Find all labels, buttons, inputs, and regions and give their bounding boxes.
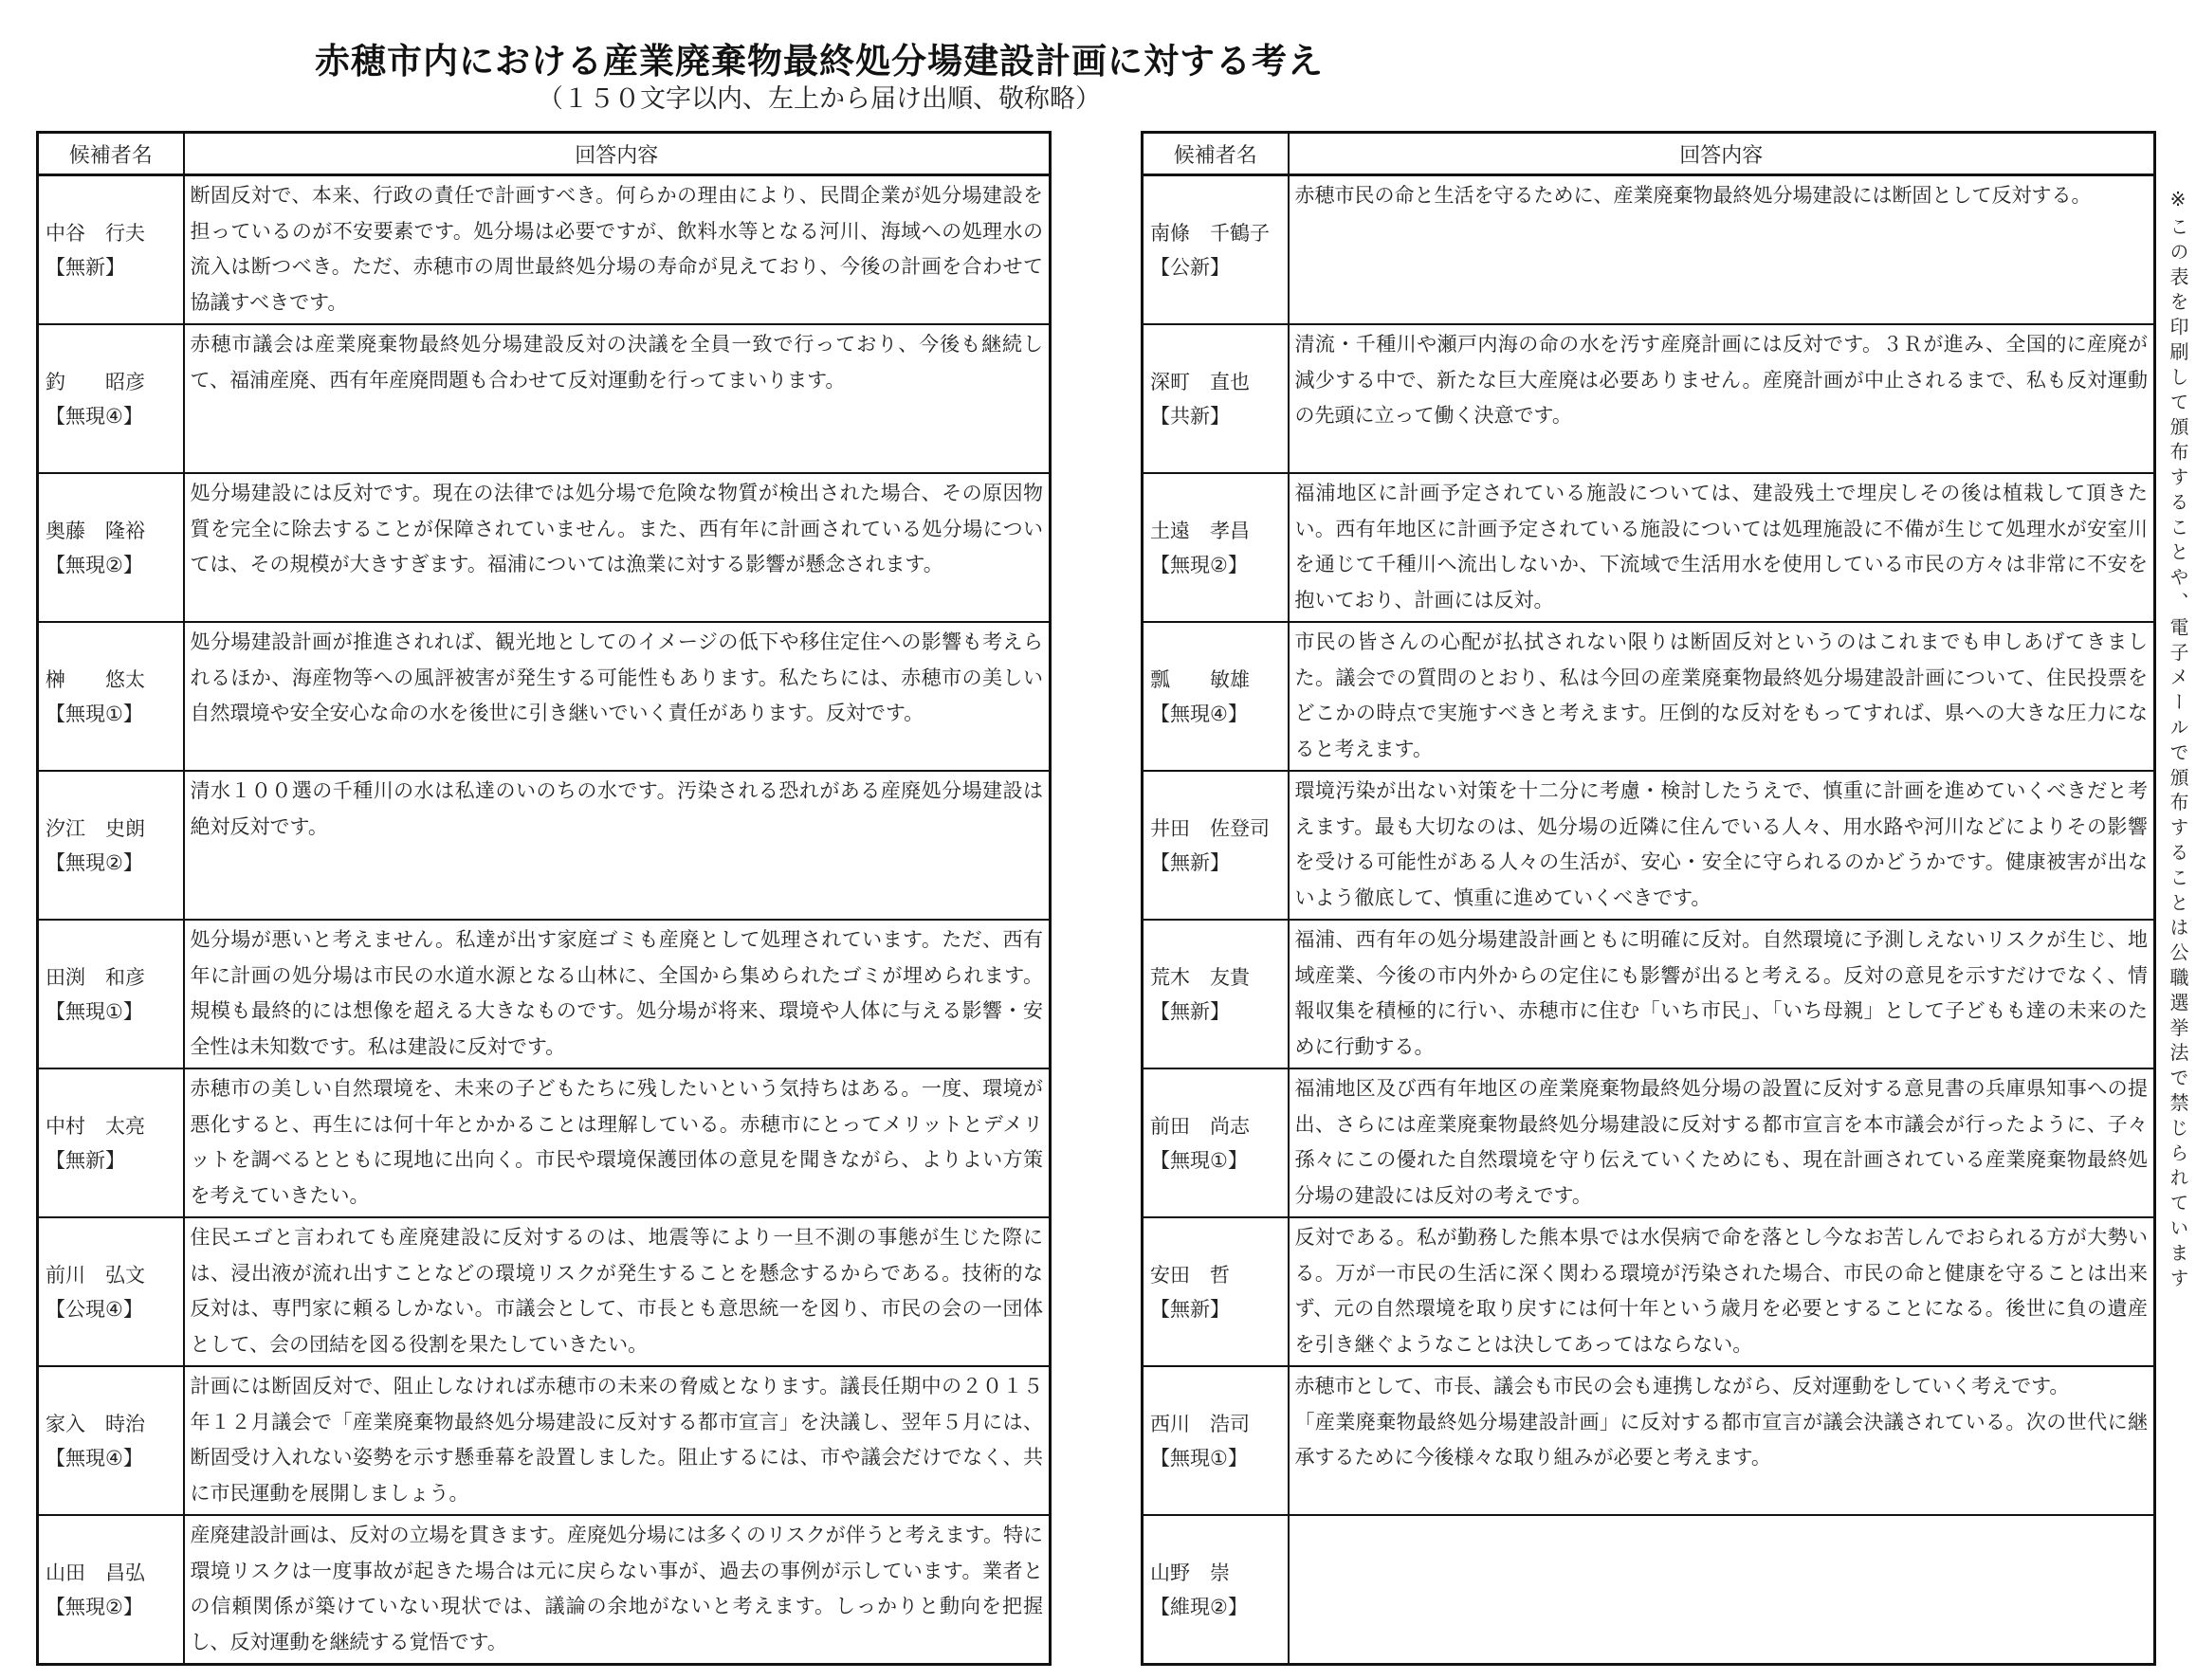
answer-text: 処分場建設には反対です。現在の法律では処分場で危険な物質が検出された場合、その原因物質を完全に除去することが保障されていません。また、西有年に計画されている処分場については、その規模が大きすぎます。福浦については漁業に対する影響が懸念されます。 xyxy=(184,473,1051,622)
candidate-name: 山野 崇 xyxy=(1150,1561,1230,1584)
candidate-party: 【無現②】 xyxy=(46,553,143,576)
table-row xyxy=(1143,771,2155,920)
candidate-name: 汐江 史朗 xyxy=(46,816,145,840)
table-row xyxy=(38,1366,1051,1515)
answer-text: 赤穂市議会は産業廃棄物最終処分場建設反対の決議を全員一致で行っており、今後も継続して、福浦産廃、西有年産廃問題も合わせて反対運動を行ってまいります。 xyxy=(184,324,1051,473)
answer-text: 断固反対で、本来、行政の責任で計画すべき。何らかの理由により、民間企業が処分場建設を担っているのが不安要素です。処分場は必要ですが、飲料水等となる河川、海域への処理水の流入は断つべき。ただ、赤穂市の周世最終処分場の寿命が見えており、今後の計画を合わせて協議すべきです。 xyxy=(184,175,1051,325)
candidate-cell xyxy=(38,324,184,473)
answer-text: 赤穂市として、市長、議会も市民の会も連携しながら、反対運動をしていく考えです。 「産業廃棄物最終処分場建設計画」に反対する都市宣言が議会決議されている。次の世代に継承するために今後様々な取り組みが必要と考えます。 xyxy=(1289,1366,2155,1515)
page-title: 赤穂市内における産業廃棄物最終処分場建設計画に対する考え xyxy=(315,41,1324,82)
candidate-table-left xyxy=(36,131,1052,1666)
answer-text: 住民エゴと言われても産廃建設に反対するのは、地震等により一旦不測の事態が生じた際には、浸出液が流れ出すことなどの環境リスクが発生することを懸念するからである。技術的な反対は、専門家に頼るしかない。市議会として、市長とも意思統一を図り、市民の会の一団体として、会の団結を図る役割を果たしていきたい。 xyxy=(184,1217,1051,1366)
table-row xyxy=(1143,1366,2155,1515)
answer-text: 清流・千種川や瀬戸内海の命の水を汚す産廃計画には反対です。３Ｒが進み、全国的に産廃が減少する中で、新たな巨大産廃は必要ありません。産廃計画が中止されるまで、私も反対運動の先頭に立って働く決意です。 xyxy=(1289,324,2155,473)
table-row xyxy=(38,920,1051,1068)
candidate-cell xyxy=(38,1068,184,1217)
candidate-party: 【公新】 xyxy=(1150,255,1230,279)
candidate-cell xyxy=(1143,622,1289,771)
header-answer: 回答内容 xyxy=(1289,133,2155,175)
candidate-name: 南條 千鶴子 xyxy=(1150,221,1270,245)
candidate-name: 荒木 友貴 xyxy=(1150,965,1250,989)
header-answer: 回答内容 xyxy=(184,133,1051,175)
candidate-party: 【無新】 xyxy=(46,255,125,279)
candidate-cell xyxy=(1143,175,1289,325)
table-row xyxy=(1143,920,2155,1068)
candidate-party: 【公現④】 xyxy=(46,1297,143,1321)
answer-text: 福浦、西有年の処分場建設計画ともに明確に反対。自然環境に予測しえないリスクが生じ、地域産業、今後の市内外からの定住にも影響が出ると考える。反対の意見を示すだけでなく、情報収集を積極的に行い、赤穂市に住む「いち市民」、「いち母親」として子どもも達の未来のために行動する。 xyxy=(1289,920,2155,1068)
candidate-name: 家入 時治 xyxy=(46,1412,145,1435)
candidate-cell xyxy=(1143,324,1289,473)
candidate-name: 奥藤 隆裕 xyxy=(46,519,145,542)
table-header-row xyxy=(1143,133,2155,175)
table-header-row xyxy=(38,133,1051,175)
table-row xyxy=(1143,1217,2155,1366)
candidate-party: 【無現①】 xyxy=(1150,1148,1248,1172)
candidate-cell xyxy=(1143,1366,1289,1515)
table-row xyxy=(38,473,1051,622)
answer-text: 清水１００選の千種川の水は私達のいのちの水です。汚染される恐れがある産廃処分場建設は絶対反対です。 xyxy=(184,771,1051,920)
candidate-cell xyxy=(1143,1515,1289,1665)
table-row xyxy=(38,771,1051,920)
answer-text: 赤穂市民の命と生活を守るために、産業廃棄物最終処分場建設には断固として反対する。 xyxy=(1289,175,2155,325)
answer-text: 福浦地区及び西有年地区の産業廃棄物最終処分場の設置に反対する意見書の兵庫県知事への提出、さらには産業廃棄物最終処分場建設に反対する都市宣言を本市議会が行ったように、子々孫々にこの優れた自然環境を守り伝えていくためにも、現在計画されている産業廃棄物最終処分場の建設には反対の考えです。 xyxy=(1289,1068,2155,1217)
candidate-party: 【無現②】 xyxy=(1150,553,1248,576)
candidate-party: 【無新】 xyxy=(1150,999,1230,1023)
candidate-cell xyxy=(38,175,184,325)
header-candidate-name: 候補者名 xyxy=(38,133,184,175)
candidate-party: 【無新】 xyxy=(1150,1297,1230,1321)
answer-text: 環境汚染が出ない対策を十二分に考慮・検討したうえで、慎重に計画を進めていくべきだと考えます。最も大切なのは、処分場の近隣に住んでいる人々、用水路や河川などによりその影響を受ける可能性がある人々の生活が、安心・安全に守られるのかどうかです。健康被害が出ないよう徹底して、慎重に進めていくべきです。 xyxy=(1289,771,2155,920)
candidate-party: 【無新】 xyxy=(1150,850,1230,874)
header-candidate-name: 候補者名 xyxy=(1143,133,1289,175)
table-row xyxy=(1143,324,2155,473)
answer-text xyxy=(1289,1515,2155,1665)
candidate-party: 【無現④】 xyxy=(46,404,143,428)
candidate-name: 山田 昌弘 xyxy=(46,1561,145,1584)
table-row xyxy=(38,175,1051,325)
table-row xyxy=(38,1068,1051,1217)
answer-text: 処分場建設計画が推進されれば、観光地としてのイメージの低下や移住定住への影響も考えられるほか、海産物等への風評被害が発生する可能性もあります。私たちには、赤穂市の美しい自然環境や安全安心な命の水を後世に引き継いでいく責任があります。反対です。 xyxy=(184,622,1051,771)
candidate-party: 【維現②】 xyxy=(1150,1595,1248,1618)
candidate-party: 【共新】 xyxy=(1150,404,1230,428)
candidate-party: 【無新】 xyxy=(46,1148,125,1172)
candidate-name: 前川 弘文 xyxy=(46,1263,145,1287)
candidate-cell xyxy=(38,771,184,920)
candidate-party: 【無現①】 xyxy=(46,999,143,1023)
answer-text: 市民の皆さんの心配が払拭されない限りは断固反対というのはこれまでも申しあげてきました。議会での質問のとおり、私は今回の産業廃棄物最終処分場建設計画について、住民投票をどこかの時点で実施すべきと考えます。圧倒的な反対をもってすれば、県への大きな圧力になると考えます。 xyxy=(1289,622,2155,771)
candidate-party: 【無現②】 xyxy=(46,1595,143,1618)
candidate-name: 釣 昭彦 xyxy=(46,370,145,393)
candidate-cell xyxy=(1143,920,1289,1068)
candidate-name: 中村 太亮 xyxy=(46,1114,145,1138)
candidate-cell xyxy=(1143,1068,1289,1217)
answer-text: 反対である。私が勤務した熊本県では水俣病で命を落とし今なお苦しんでおられる方が大勢いる。万が一市民の生活に深く関わる環境が汚染された場合、市民の命と健康を守ることは出来ず、元の自然環境を取り戻すには何十年という歳月を必要とすることになる。後世に負の遺産を引き継ぐようなことは決してあってはならない。 xyxy=(1289,1217,2155,1366)
candidate-name: 西川 浩司 xyxy=(1150,1412,1250,1435)
candidate-name: 瓢 敏雄 xyxy=(1150,667,1250,691)
distribution-notice: ※この表を印刷して頒布することや、電子メールで頒布することは公職選挙法で禁じられています xyxy=(2167,188,2189,1293)
table-row xyxy=(1143,1515,2155,1665)
candidate-table-right xyxy=(1141,131,2156,1666)
candidate-name: 中谷 行夫 xyxy=(46,221,145,245)
candidate-name: 土遠 孝昌 xyxy=(1150,519,1250,542)
candidate-cell xyxy=(1143,771,1289,920)
candidate-party: 【無現④】 xyxy=(1150,702,1248,725)
table-row xyxy=(38,1515,1051,1665)
table-row xyxy=(1143,473,2155,622)
candidate-party: 【無現②】 xyxy=(46,850,143,874)
table-row xyxy=(1143,175,2155,325)
answer-text: 福浦地区に計画予定されている施設については、建設残土で埋戻しその後は植栽して頂きたい。西有年地区に計画予定されている施設については処理施設に不備が生じて処理水が安室川を通じて千種川へ流出しないか、下流域で生活用水を使用している市民の方々は非常に不安を抱いており、計画には反対。 xyxy=(1289,473,2155,622)
candidate-name: 前田 尚志 xyxy=(1150,1114,1250,1138)
candidate-name: 井田 佐登司 xyxy=(1150,816,1270,840)
answer-text: 産廃建設計画は、反対の立場を貫きます。産廃処分場には多くのリスクが伴うと考えます。特に環境リスクは一度事故が起きた場合は元に戻らない事が、過去の事例が示しています。業者との信頼関係が築けていない現状では、議論の余地がないと考えます。しっかりと動向を把握し、反対運動を継続する覚悟です。 xyxy=(184,1515,1051,1665)
candidate-party: 【無現①】 xyxy=(46,702,143,725)
table-row xyxy=(1143,622,2155,771)
candidate-name: 榊 悠太 xyxy=(46,667,145,691)
candidate-name: 深町 直也 xyxy=(1150,370,1250,393)
answer-text: 赤穂市の美しい自然環境を、未来の子どもたちに残したいという気持ちはある。一度、環境が悪化すると、再生には何十年とかかることは理解している。赤穂市にとってメリットとデメリットを調べるとともに現地に出向く。市民や環境保護団体の意見を聞きながら、よりよい方策を考えていきたい。 xyxy=(184,1068,1051,1217)
candidate-cell xyxy=(38,1217,184,1366)
candidate-cell xyxy=(38,473,184,622)
candidate-cell xyxy=(38,622,184,771)
candidate-name: 田渕 和彦 xyxy=(46,965,145,989)
candidate-cell xyxy=(1143,1217,1289,1366)
table-row xyxy=(38,1217,1051,1366)
candidate-cell xyxy=(38,920,184,1068)
candidate-name: 安田 哲 xyxy=(1150,1263,1230,1287)
table-row xyxy=(38,622,1051,771)
candidate-party: 【無現④】 xyxy=(46,1446,143,1470)
candidate-cell xyxy=(38,1366,184,1515)
page-subtitle: （１５０文字以内、左上から届け出順、敬称略） xyxy=(538,84,1101,114)
table-row xyxy=(1143,1068,2155,1217)
table-row xyxy=(38,324,1051,473)
answer-text: 計画には断固反対で、阻止しなければ赤穂市の未来の脅威となります。議長任期中の２０１５年１２月議会で「産業廃棄物最終処分場建設に反対する都市宣言」を決議し、翌年５月には、断固受け入れない姿勢を示す懸垂幕を設置しました。阻止するには、市や議会だけでなく、共に市民運動を展開しましょう。 xyxy=(184,1366,1051,1515)
candidate-cell xyxy=(38,1515,184,1665)
answer-text: 処分場が悪いと考えません。私達が出す家庭ゴミも産廃として処理されています。ただ、西有年に計画の処分場は市民の水道水源となる山林に、全国から集められたゴミが埋められます。規模も最終的には想像を超える大きなものです。処分場が将来、環境や人体に与える影響・安全性は未知数です。私は建設に反対です。 xyxy=(184,920,1051,1068)
candidate-party: 【無現①】 xyxy=(1150,1446,1248,1470)
candidate-cell xyxy=(1143,473,1289,622)
